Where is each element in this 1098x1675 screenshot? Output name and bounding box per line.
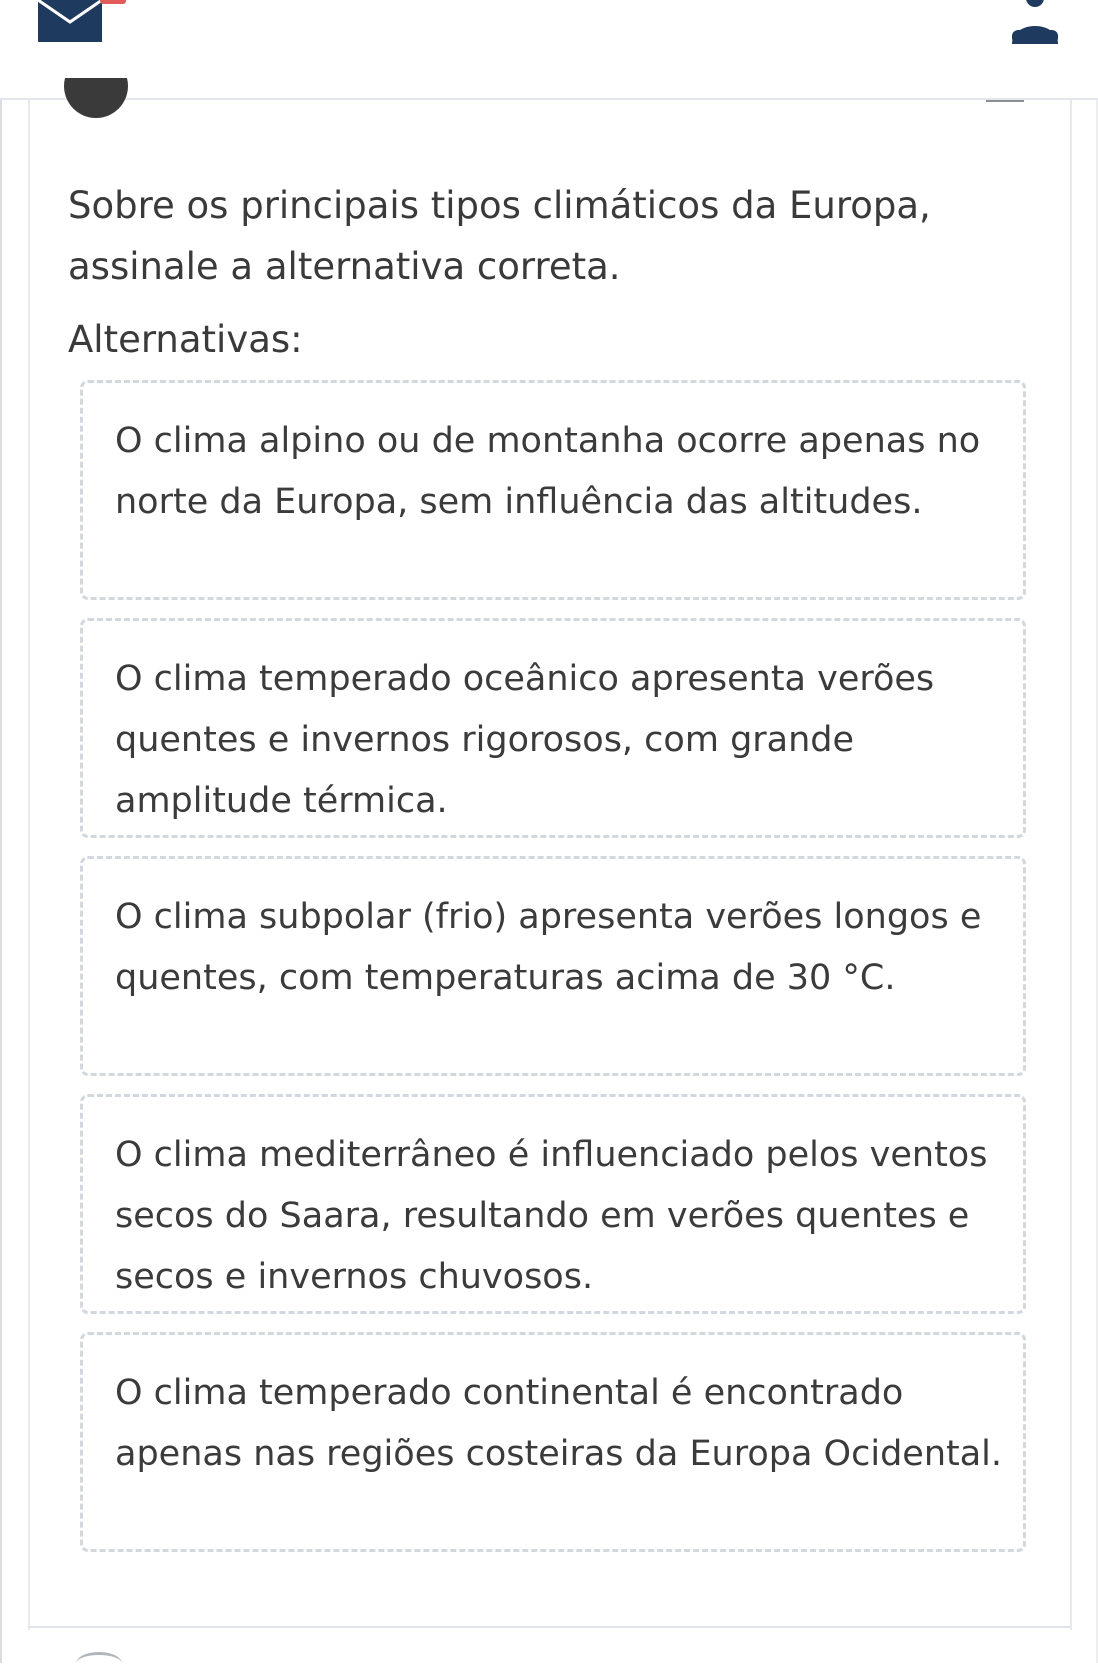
avatar: [64, 78, 128, 118]
top-bar: [0, 0, 1098, 100]
alternatives-title: Alternativas:: [68, 318, 303, 361]
envelope-icon[interactable]: [38, 0, 102, 42]
next-card-edge: [76, 1652, 122, 1675]
footer-divider: [28, 1626, 1070, 1628]
divider-dash: [986, 100, 1024, 102]
frame-left-border: [0, 0, 2, 1663]
alternative-option-3[interactable]: O clima subpolar (frio) apresenta verões longos e quentes, com temperaturas acima de 30 °C.: [80, 856, 1026, 1076]
alternative-option-4[interactable]: O clima mediterrâneo é influenciado pelos ventos secos do Saara, resultando em verões quentes e secos e invernos chuvosos.: [80, 1094, 1026, 1314]
alternative-option-1[interactable]: O clima alpino ou de montanha ocorre apenas no norte da Europa, sem influência das altitudes.: [80, 380, 1026, 600]
question-text: Sobre os principais tipos climáticos da Europa, assinale a alternativa correta.: [68, 184, 931, 288]
alternative-option-2[interactable]: O clima temperado oceânico apresenta verões quentes e invernos rigorosos, com grande amplitude térmica.: [80, 618, 1026, 838]
notification-mark: [100, 0, 126, 4]
alternative-option-5[interactable]: O clima temperado continental é encontrado apenas nas regiões costeiras da Europa Ocidental.: [80, 1332, 1026, 1552]
alternatives-list: [80, 380, 1026, 1570]
user-icon[interactable]: [1010, 0, 1060, 44]
